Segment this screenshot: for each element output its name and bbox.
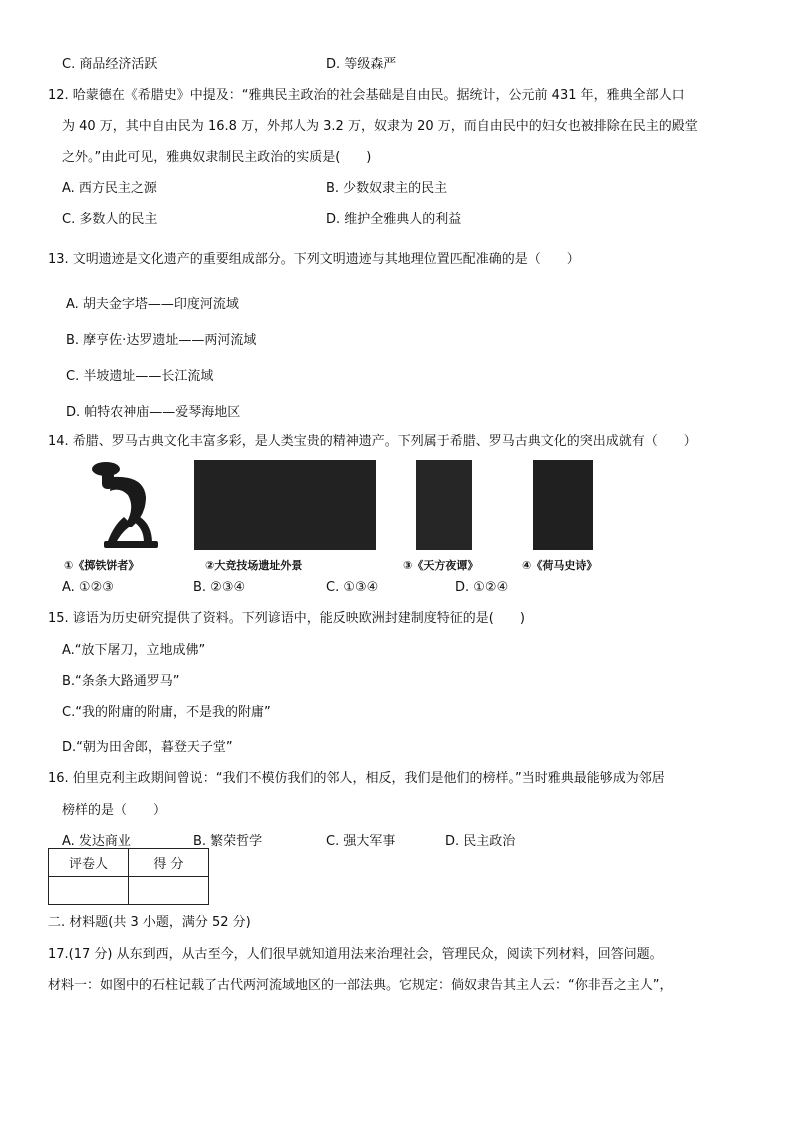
q12-option-d: D. 维护全雅典人的利益 [326,212,462,227]
q12-stem-line1: 12. 哈蒙德在《希腊史》中提及：“雅典民主政治的社会基础是自由民。据统计，公元前 431 年，雅典全部人口 [48,88,685,103]
q15-option-a: A.“放下屠刀，立地成佛” [62,643,206,658]
q12-stem-line2: 为 40 万，其中自由民为 16.8 万，外邦人为 3.2 万，奴隶为 20 万，而自由民中的妇女也被排除在民主的殿堂 [62,119,698,134]
score-table [48,848,209,905]
q14-caption-2: ②大竞技场遗址外景 [205,559,303,572]
q15-option-c: C.“我的附庸的附庸，不是我的附庸” [62,705,271,720]
q16-option-b: B. 繁荣哲学 [193,834,263,849]
q16-option-a: A. 发达商业 [62,834,131,849]
q13-option-b: B. 摩亨佐·达罗遗址——两河流域 [66,333,257,348]
q14-caption-4: ④《荷马史诗》 [522,559,598,572]
q14-option-b: B. ②③④ [193,580,246,595]
q11-option-d: D. 等级森严 [326,57,397,72]
q15-stem: 15. 谚语为历史研究提供了资料。下列谚语中，能反映欧洲封建制度特征的是( ) [48,611,525,626]
q16-option-c: C. 强大军事 [326,834,396,849]
q14-option-a: A. ①②③ [62,580,114,595]
q14-option-d: D. ①②④ [455,580,509,595]
q14-caption-3: ③《天方夜谭》 [403,559,479,572]
q11-option-c: C. 商品经济活跃 [62,57,158,72]
q12-stem-line3: 之外。”由此可见，雅典奴隶制民主政治的实质是( ) [62,150,372,165]
q17-stem-line1: 17.(17 分) 从东到西，从古至今，人们很早就知道用法来治理社会，管理民众，阅读下列材料，回答问题。 [48,947,663,962]
colosseum-image [194,460,376,550]
score-table-score-header: 得 分 [129,849,209,877]
q13-option-a: A. 胡夫金字塔——印度河流域 [66,297,239,312]
discobolus-image [84,457,174,549]
q12-option-a: A. 西方民主之源 [62,181,157,196]
q12-option-b: B. 少数奴隶主的民主 [326,181,448,196]
section-2-heading: 二. 材料题(共 3 小题，满分 52 分) [48,915,251,930]
score-table-score-cell[interactable] [129,877,209,905]
homer-epics-image [533,460,593,550]
arabian-nights-image [416,460,472,550]
q14-caption-1: ①《掷铁饼者》 [64,559,140,572]
q16-stem-line1: 16. 伯里克利主政期间曾说：“我们不模仿我们的邻人，相反，我们是他们的榜样。”当时雅典最能够成为邻居 [48,771,665,786]
q16-option-d: D. 民主政治 [445,834,516,849]
q16-stem-line2: 榜样的是（ ） [62,803,167,818]
score-table-grader-header: 评卷人 [49,849,129,877]
q12-option-c: C. 多数人的民主 [62,212,158,227]
q15-option-d: D.“朝为田舍郎，暮登天子堂” [62,740,233,755]
q13-option-c: C. 半坡遗址——长江流域 [66,369,214,384]
q13-stem: 13. 文明遗迹是文化遗产的重要组成部分。下列文明遗迹与其地理位置匹配准确的是（ ） [48,252,580,267]
score-table-grader-cell[interactable] [49,877,129,905]
q17-material-line: 材料一：如图中的石柱记载了古代两河流域地区的一部法典。它规定：倘奴隶告其主人云：“你非吾之主人”， [48,978,673,993]
q13-option-d: D. 帕特农神庙——爱琴海地区 [66,405,241,420]
q14-option-c: C. ①③④ [326,580,379,595]
q14-stem: 14. 希腊、罗马古典文化丰富多彩，是人类宝贵的精神遗产。下列属于希腊、罗马古典文化的突出成就有（ ） [48,434,697,449]
q15-option-b: B.“条条大路通罗马” [62,674,180,689]
